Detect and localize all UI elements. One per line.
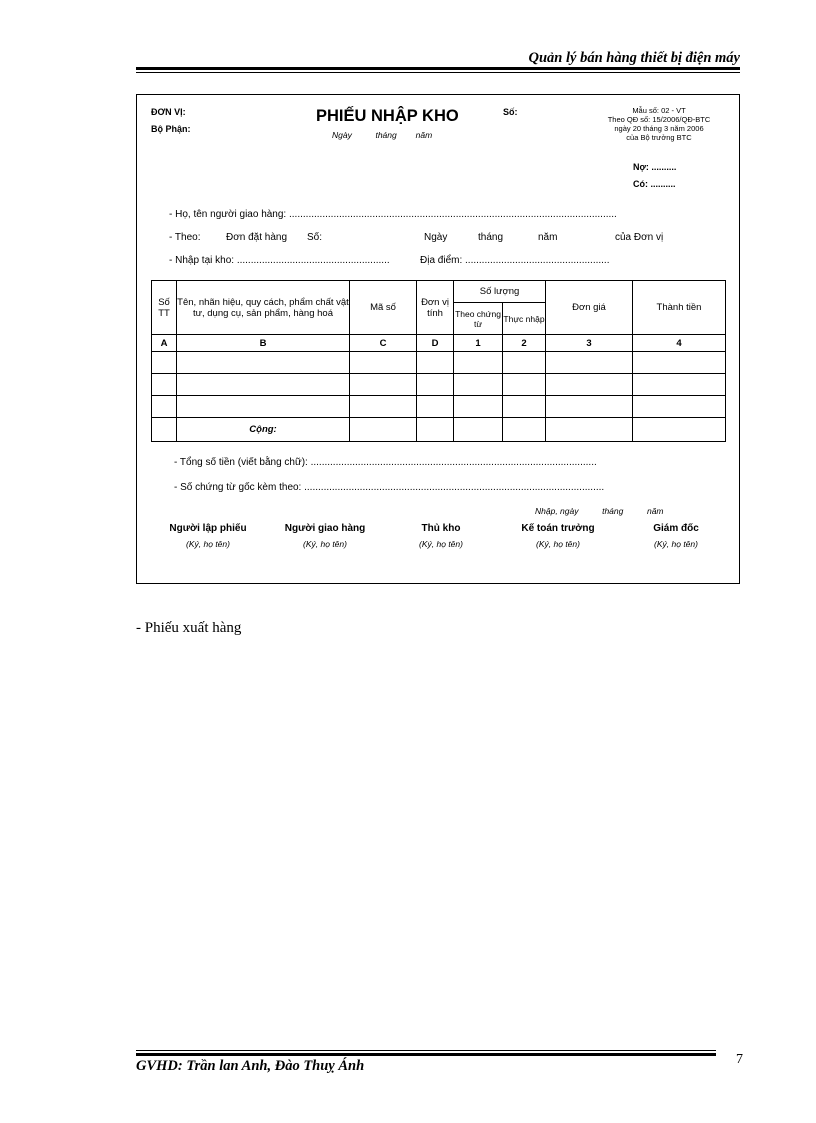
header-title: Quản lý bán hàng thiết bị điện máy bbox=[528, 50, 740, 66]
signature-ke-toan bbox=[508, 523, 608, 549]
code-cell: A bbox=[152, 335, 177, 352]
theo-thang: tháng bbox=[478, 232, 504, 243]
ref-line-4: của Bộ trưởng BTC bbox=[626, 133, 692, 142]
so-label: Số: bbox=[503, 107, 518, 117]
dia-diem-line: Địa điểm: .................................................... bbox=[420, 255, 610, 266]
header-ma-so: Mã số bbox=[350, 281, 417, 335]
bo-phan-label: Bộ Phận: bbox=[151, 124, 191, 134]
items-table bbox=[151, 280, 726, 442]
total-label: Cộng: bbox=[177, 418, 350, 442]
page-number: 7 bbox=[736, 1052, 743, 1067]
nhap-tai-kho-line: - Nhập tại kho: ....................................................... bbox=[169, 255, 390, 266]
header-thuc-nhap: Thực nhập bbox=[503, 303, 546, 335]
date-line: Ngày tháng năm bbox=[332, 130, 433, 140]
form-title: PHIẾU NHẬP KHO bbox=[316, 107, 459, 125]
theo-so: Số: bbox=[307, 232, 323, 243]
header-don-gia: Đơn giá bbox=[546, 281, 633, 335]
ref-line-1: Mẫu số: 02 - VT bbox=[632, 106, 686, 115]
code-cell: 3 bbox=[546, 335, 633, 352]
signature-title: Người giao hàng bbox=[284, 523, 366, 534]
signature-title: Kế toán trưởng bbox=[521, 523, 595, 534]
signature-sub: (Ký, họ tên) bbox=[186, 539, 230, 549]
theo-label: - Theo: bbox=[169, 232, 201, 243]
code-cell: D bbox=[417, 335, 454, 352]
header-don-vi: Đơn vị tính bbox=[417, 281, 454, 335]
header-theo-chung-tu: Theo chứng từ bbox=[454, 303, 503, 335]
footer-rule-thin bbox=[136, 1050, 716, 1051]
body-paragraph: - Phiếu xuất hàng bbox=[136, 620, 242, 636]
signature-sub: (Ký, họ tên) bbox=[654, 539, 698, 549]
no-label: Nợ: .......... bbox=[633, 162, 677, 172]
code-cell: 2 bbox=[503, 335, 546, 352]
signature-sub: (Ký, họ tên) bbox=[536, 539, 580, 549]
signature-title: Giám đốc bbox=[653, 523, 699, 534]
signature-thu-kho bbox=[391, 523, 491, 549]
total-row bbox=[152, 418, 726, 442]
signature-giam-doc bbox=[626, 523, 726, 549]
form-reference bbox=[589, 106, 729, 142]
don-vi-label: ĐƠN VỊ: bbox=[151, 107, 186, 117]
footer-text: GVHD: Trần lan Anh, Đào Thuỵ Ánh bbox=[136, 1058, 365, 1074]
tong-so-tien-line: - Tổng số tiền (viết bằng chữ): ....................................................................................................... bbox=[174, 457, 597, 468]
ref-line-3: ngày 20 tháng 3 năm 2006 bbox=[614, 124, 704, 133]
header-ten-hang: Tên, nhãn hiệu, quy cách, phẩm chất vật tư, dụng cụ, sản phẩm, hàng hoá bbox=[177, 281, 350, 335]
header-so-luong: Số lượng bbox=[454, 281, 546, 303]
header-rule-thin bbox=[136, 72, 740, 73]
table-row bbox=[152, 352, 726, 374]
theo-nam: năm bbox=[538, 232, 558, 243]
code-cell: B bbox=[177, 335, 350, 352]
table-row bbox=[152, 374, 726, 396]
code-cell: 1 bbox=[454, 335, 503, 352]
signature-sub: (Ký, họ tên) bbox=[419, 539, 463, 549]
table-row bbox=[152, 396, 726, 418]
signature-nguoi-giao bbox=[275, 523, 375, 549]
so-chung-tu-line: - Số chứng từ gốc kèm theo: ............................................................................................................ bbox=[174, 482, 605, 493]
signature-title: Thủ kho bbox=[421, 523, 461, 534]
code-cell: 4 bbox=[633, 335, 726, 352]
theo-cua-don-vi: của Đơn vị bbox=[615, 232, 664, 243]
receipt-form-image bbox=[136, 94, 740, 584]
header-thanh-tien: Thành tiền bbox=[633, 281, 726, 335]
theo-don-dat-hang: Đơn đặt hàng bbox=[226, 232, 288, 243]
header-rule-thick bbox=[136, 67, 740, 70]
footer-rule-thick bbox=[136, 1053, 716, 1056]
code-cell: C bbox=[350, 335, 417, 352]
ref-line-2: Theo QĐ số: 15/2006/QĐ-BTC bbox=[607, 115, 711, 124]
nhap-ngay-line: Nhập, ngày tháng năm bbox=[535, 506, 664, 516]
header-stt: Số TT bbox=[152, 281, 177, 335]
signature-nguoi-lap bbox=[158, 523, 258, 549]
nguoi-giao-line: - Họ, tên người giao hàng: ...................................................................................................................... bbox=[169, 209, 617, 220]
co-label: Có: .......... bbox=[633, 179, 676, 189]
signature-title: Người lập phiếu bbox=[169, 523, 247, 534]
theo-ngay: Ngày bbox=[424, 232, 448, 243]
signature-sub: (Ký, họ tên) bbox=[303, 539, 347, 549]
